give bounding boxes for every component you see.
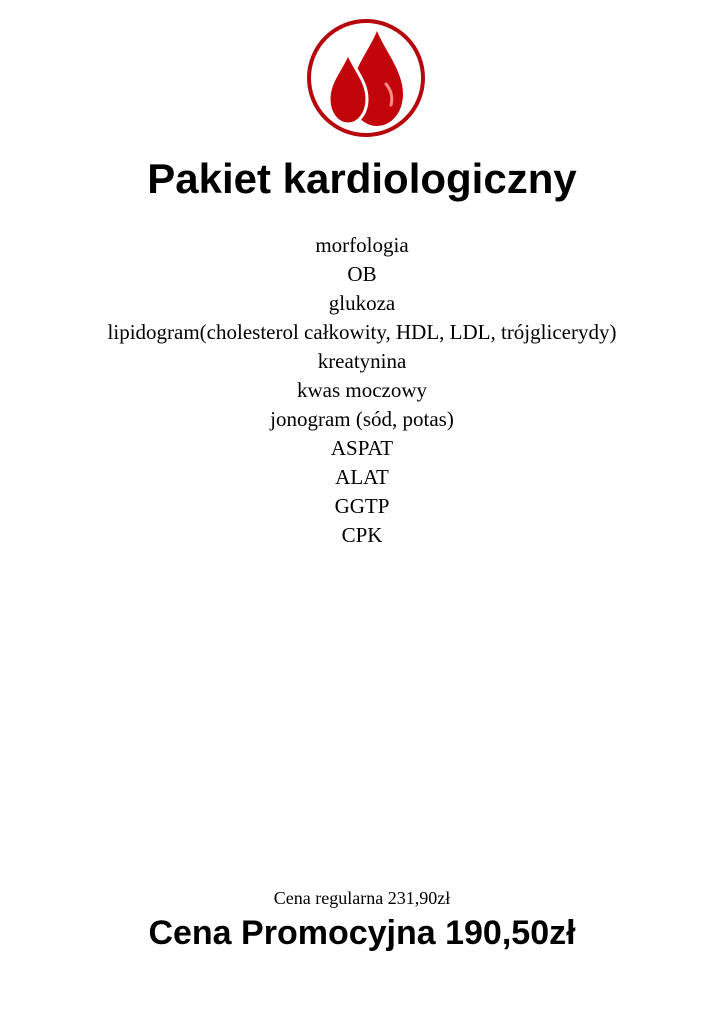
page-title: Pakiet kardiologiczny xyxy=(147,155,577,202)
list-item: CPK xyxy=(341,523,383,547)
list-item: OB xyxy=(347,262,377,286)
list-item: kreatynina xyxy=(317,349,407,373)
list-item: ALAT xyxy=(335,465,389,489)
blood-drops-icon xyxy=(305,17,427,139)
list-item: lipidogram(cholesterol całkowity, HDL, LDL, trójglicerydy) xyxy=(107,320,617,344)
promo-price: Cena Promocyjna 190,50zł xyxy=(148,914,576,952)
list-item: morfologia xyxy=(315,233,409,257)
regular-price: Cena regularna 231,90zł xyxy=(273,888,451,908)
list-item: glukoza xyxy=(328,291,396,315)
list-item: jonogram (sód, potas) xyxy=(270,407,454,431)
list-item: GGTP xyxy=(334,494,390,518)
list-item: ASPAT xyxy=(330,436,394,460)
list-item: kwas moczowy xyxy=(296,378,428,402)
test-list xyxy=(0,231,724,550)
